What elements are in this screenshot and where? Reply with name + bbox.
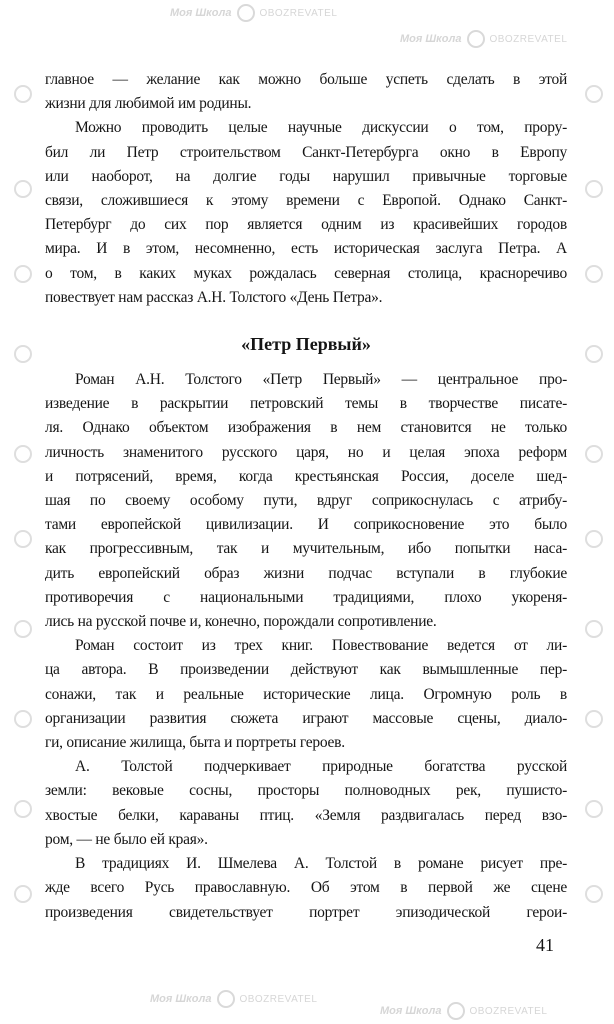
text-line: сонажи, так и реальные исторические лица. Огромную роль в: [45, 685, 567, 703]
text-line: тами европейской цивилизации. И соприкосновение это было: [45, 516, 567, 534]
text-line: Роман А.Н. Толстого «Петр Первый» — центральное про-: [75, 371, 567, 389]
text-line: или наоборот, на долгие годы нарушил привычные торговые: [45, 167, 567, 185]
text-line: бил ли Петр строительством Санкт-Петербурга окно в Европу: [45, 143, 567, 161]
watermark-logo-icon: [585, 710, 603, 728]
text-line: о том, в каких муках рождалась северная столица, красноречиво: [45, 264, 567, 282]
page-number: 41: [536, 935, 554, 955]
watermark-partner: OBOZREVATEL: [469, 1005, 548, 1017]
watermark-brand: Моя Школа: [400, 32, 462, 45]
paragraph: [45, 368, 567, 634]
watermark-logo-icon: [14, 800, 32, 818]
watermark-logo-icon: [585, 445, 603, 463]
text-line: дить европейский образ жизни подчас вступали в глубокие: [45, 564, 567, 582]
watermark-partner: OBOZREVATEL: [259, 7, 338, 19]
paragraph: [45, 116, 567, 310]
watermark-partner: OBOZREVATEL: [239, 993, 318, 1005]
watermark-logo-icon: [585, 85, 603, 103]
watermark: [400, 30, 567, 48]
watermark-logo-icon: [585, 530, 603, 548]
text-line: хвостые белки, караваны птиц. «Земля раздвигалась перед взо-: [45, 806, 567, 824]
text-line: шая по своему особому пути, вдруг соприкоснулась с атрибу-: [45, 492, 567, 510]
text-line: мира. И в этом, несомненно, есть историческая заслуга Петра. А: [45, 240, 567, 258]
watermark-logo-icon: [585, 180, 603, 198]
text-line: личность знаменитого русского царя, но и целая эпоха реформ: [45, 443, 567, 461]
text-line: жизни для любимой им родины.: [45, 95, 252, 113]
watermark-logo-icon: [14, 885, 32, 903]
text-line: главное — желание как можно больше успеть сделать в этой: [45, 71, 567, 88]
section-heading: «Петр Первый»: [241, 334, 371, 355]
text-line: Роман состоит из трех книг. Повествование ведется от ли-: [75, 637, 567, 655]
watermark-brand: Моя Школа: [150, 992, 212, 1005]
watermark-logo-icon: [14, 85, 32, 103]
watermark: [150, 990, 317, 1008]
text-line: В традициях И. Шмелева А. Толстой в романе рисует пре-: [75, 855, 567, 873]
text-line: и потрясений, время, когда крестьянская Россия, доселе шед-: [45, 467, 567, 485]
watermark-logo-icon: [217, 990, 235, 1008]
watermark-logo-icon: [14, 530, 32, 548]
watermark-logo-icon: [447, 1002, 465, 1020]
watermark-logo-icon: [14, 445, 32, 463]
watermark-logo-icon: [14, 710, 32, 728]
text-line: жде всего Русь православную. Об этом в первой же сцене: [45, 879, 567, 897]
watermark-logo-icon: [467, 30, 485, 48]
text-line: ги, описание жилища, быта и портреты героев.: [45, 734, 345, 752]
watermark: [170, 4, 337, 22]
text-line: земли: вековые сосны, просторы полноводных рек, пушисто-: [45, 782, 567, 800]
watermark-brand: Моя Школа: [170, 6, 232, 19]
watermark-partner: OBOZREVATEL: [489, 33, 568, 45]
text-line: Можно проводить целые научные дискуссии о том, прору-: [75, 119, 567, 137]
text-line: лись на русской почве и, конечно, порождали сопротивление.: [45, 613, 437, 631]
watermark-logo-icon: [14, 265, 32, 283]
paragraph: [45, 68, 567, 116]
watermark-logo-icon: [585, 265, 603, 283]
page-body: [45, 68, 567, 925]
text-line: А. Толстой подчеркивает природные богатства русской: [75, 758, 567, 776]
watermark-logo-icon: [585, 885, 603, 903]
watermark-brand: Моя Школа: [380, 1004, 442, 1017]
watermark-logo-icon: [237, 4, 255, 22]
paragraph: [45, 755, 567, 852]
text-line: повествует нам рассказ А.Н. Толстого «День Петра».: [45, 288, 383, 306]
watermark-logo-icon: [14, 345, 32, 363]
watermark-logo-icon: [14, 180, 32, 198]
watermark-logo-icon: [585, 620, 603, 638]
text-line: связи, сложившиеся к этому времени с Европой. Однако Санкт-: [45, 192, 567, 210]
text-line: ца автора. В произведении действуют как вымышленные пер-: [45, 661, 567, 679]
text-line: организации развития сюжета играют массовые сцены, диало-: [45, 709, 567, 727]
text-line: изведение в раскрытии петровский темы в творчестве писате-: [45, 395, 567, 413]
text-line: как прогрессивным, так и мучительным, ибо попытки наса-: [45, 540, 567, 558]
paragraph: [45, 852, 567, 925]
text-line: ля. Однако объектом изображения в нем становится не только: [45, 419, 567, 437]
watermark: [380, 1002, 547, 1020]
watermark-logo-icon: [585, 345, 603, 363]
paragraph: [45, 634, 567, 755]
watermark-logo-icon: [14, 620, 32, 638]
text-line: ром, — не было ей края».: [45, 830, 208, 848]
text-line: произведения свидетельствует портрет эпизодической герои-: [45, 903, 567, 921]
text-line: противоречия с национальными традициями, плохо укореня-: [45, 588, 567, 606]
watermark-logo-icon: [585, 800, 603, 818]
text-line: Петербург до сих пор является одним из красивейших городов: [45, 216, 567, 234]
